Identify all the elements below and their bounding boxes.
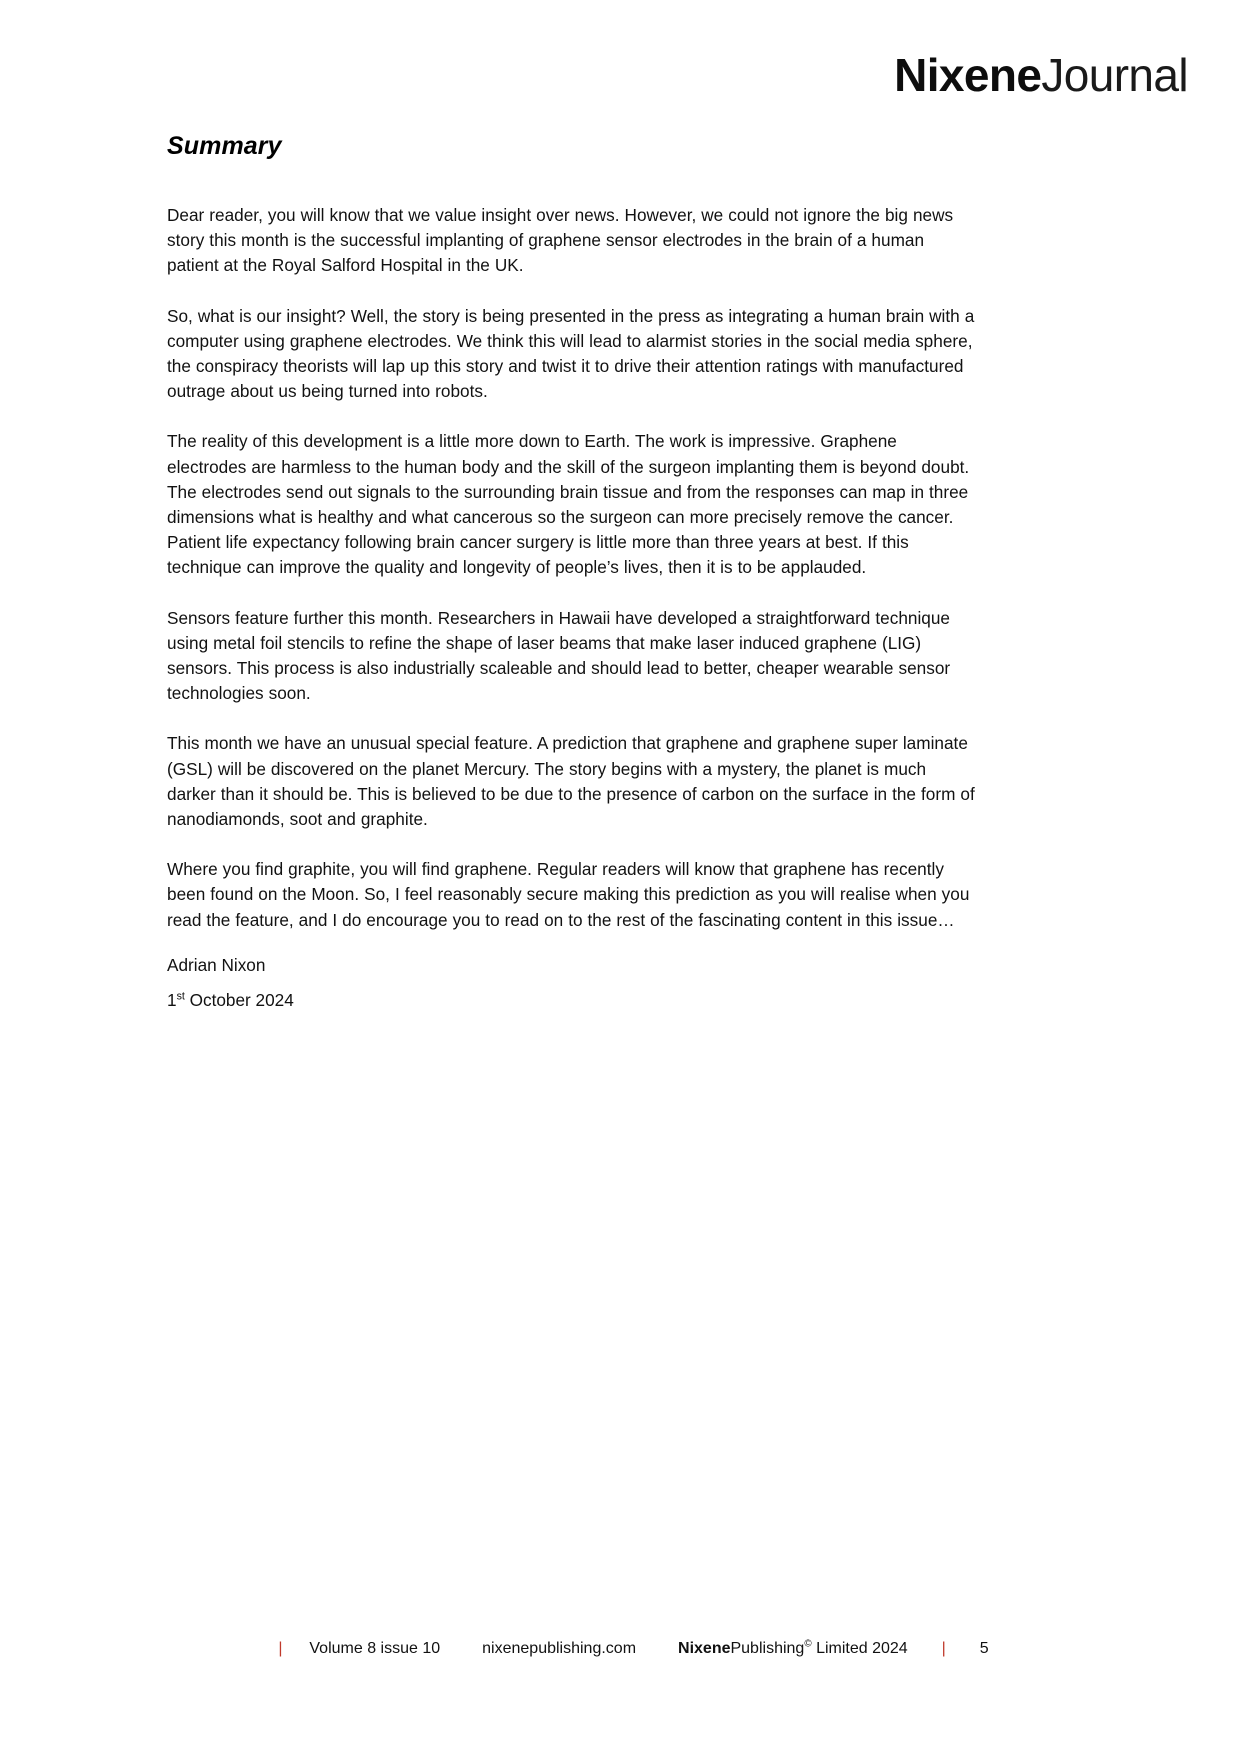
paragraph: Sensors feature further this month. Researchers in Hawaii have developed a straightforward technique using metal foil stencils to refine the shape of laser beams that make laser induced graphene (LIG) sensors. This process is also industrially scaleable and should lead to better, cheaper wearable sensor technologies soon.: [167, 607, 951, 704]
footer-publisher-tail: Limited 2024: [811, 1640, 908, 1657]
signoff-block: [167, 953, 979, 1013]
paragraph: Where you find graphite, you will find graphene. Regular readers will know that graphene has recently been found on the Moon. So, I feel reasonably secure making this prediction as you will realise when you read the feature, and I do encourage you to read on to the rest of the fascinating content in this issue…: [167, 859, 970, 930]
page-title: Summary: [167, 132, 282, 160]
footer-volume: Volume 8 issue 10: [309, 1640, 441, 1657]
footer-website-link[interactable]: nixenepublishing.com: [482, 1640, 637, 1657]
footer-separator-icon: |: [278, 1640, 283, 1657]
paragraph: Dear reader, you will know that we value insight over news. However, we could not ignore the big news story this month is the successful implanting of graphene sensor electrodes in the brain of a human patient at the Royal Salford Hospital in the UK.: [167, 205, 954, 276]
masthead-brand-light: Journal: [1041, 49, 1188, 101]
copyright-icon: ©: [804, 1638, 812, 1650]
paragraph: This month we have an unusual special feature. A prediction that graphene and graphene super laminate (GSL) will be discovered on the planet Mercury. The story begins with a mystery, the planet is much darker than it should be. This is believed to be due to the presence of carbon on the surface in the form of nanodiamonds, soot and graphite.: [167, 733, 975, 830]
paragraph: The reality of this development is a little more down to Earth. The work is impressive. Graphene electrodes are harmless to the human body and the skill of the surgeon implanting them is beyond doubt. The electrodes send out signals to the surrounding brain tissue and from the responses can map in three dimensions what is healthy and what cancerous so the surgeon can more precisely remove the cancer. Patient life expectancy following brain cancer surgery is little more than three years at best. If this technique can improve the quality and longevity of people’s lives, then it is to be applauded.: [167, 431, 970, 578]
date-ordinal-suffix: st: [176, 990, 185, 1003]
author-name: Adrian Nixon: [167, 954, 266, 975]
date-number: 1: [167, 990, 177, 1011]
masthead-logo: [894, 49, 1188, 101]
footer-page-number: 5: [979, 1640, 989, 1657]
date-rest: October 2024: [184, 990, 294, 1011]
footer-publisher-bold: Nixene: [678, 1640, 731, 1657]
paragraph: So, what is our insight? Well, the story is being presented in the press as integrating a human brain with a computer using graphene electrodes. We think this will lead to alarmist stories in the social media sphere, the conspiracy theorists will lap up this story and twist it to drive their attention ratings with manufactured outrage about us being turned into robots.: [167, 305, 975, 402]
footer-separator-icon: |: [941, 1640, 946, 1657]
article-body: [167, 203, 979, 933]
footer-publisher-rest: Publishing: [730, 1640, 805, 1657]
masthead-brand-bold: Nixene: [894, 49, 1042, 101]
footer-copyright: [678, 1640, 908, 1658]
page-footer: [0, 1640, 1240, 1658]
publication-date: [167, 988, 979, 1013]
article-content: [167, 131, 979, 1023]
